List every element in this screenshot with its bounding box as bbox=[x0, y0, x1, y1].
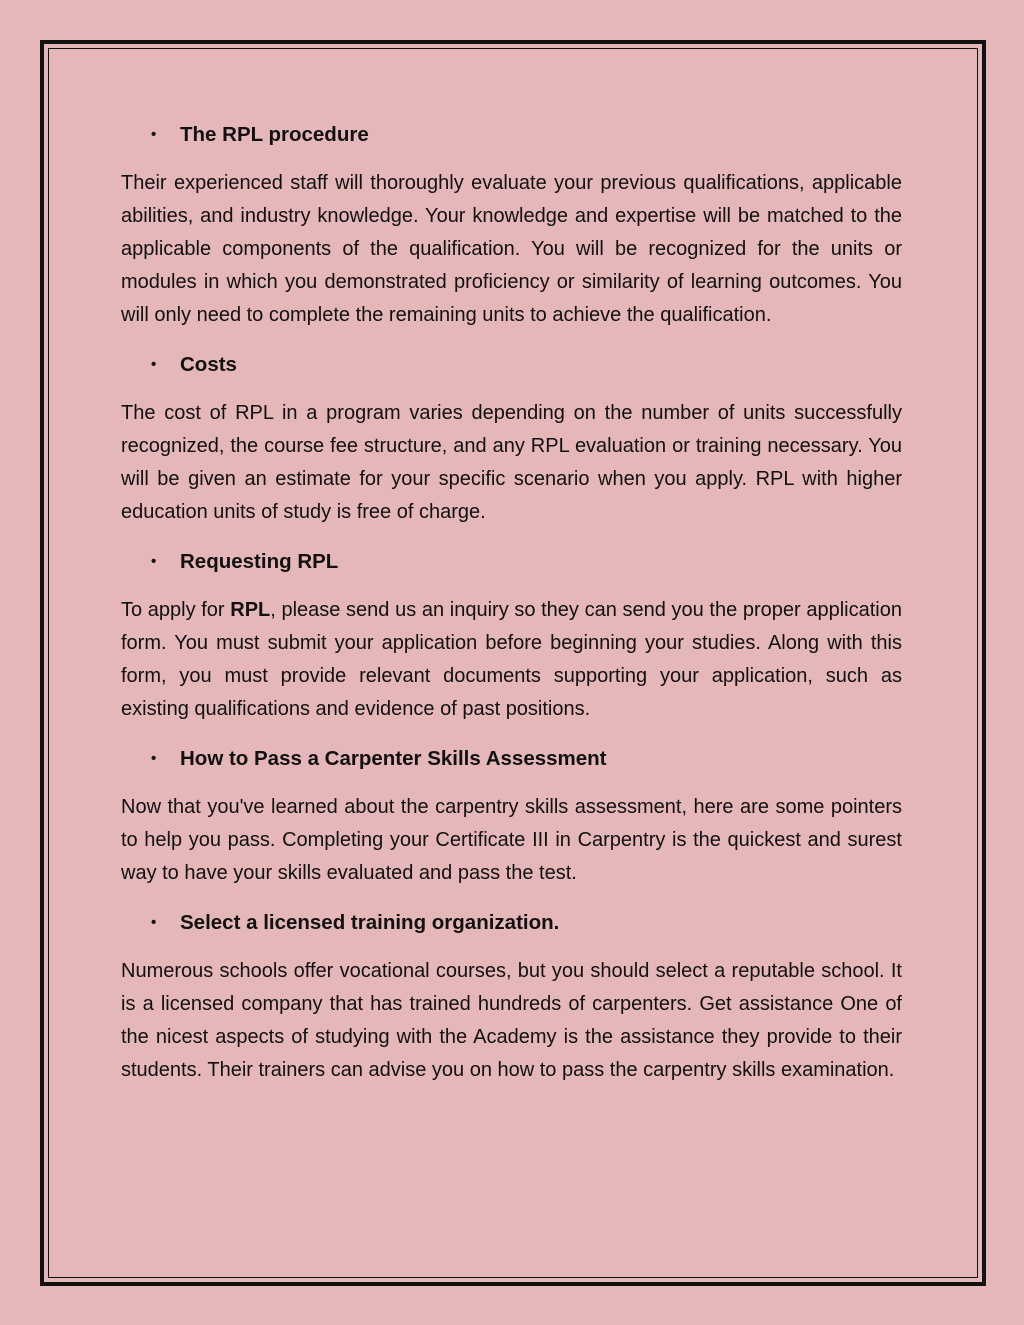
bullet-icon: • bbox=[151, 914, 157, 931]
bullet-icon: • bbox=[151, 553, 157, 570]
paragraph-requesting-rpl bbox=[121, 594, 902, 726]
section-heading-training-organization bbox=[121, 906, 902, 939]
section-heading-costs bbox=[121, 348, 902, 381]
paragraph-training-organization: Numerous schools offer vocational courses, but you should select a reputable school. It is a licensed company that has trained hundreds of carpenters. Get assistance One of the nicest aspects of studying with the Academy is the assistance they provide to their students. Their trainers can advise you on how to pass the carpentry skills examination. bbox=[121, 960, 902, 1081]
heading-text: Select a licensed training organization. bbox=[180, 911, 560, 934]
paragraph-rpl-procedure: Their experienced staff will thoroughly evaluate your previous qualifications, applicable abilities, and industry knowledge. Your knowledge and expertise will be matched to the applicable components of the qualification. You will be recognized for the units or modules in which you demonstrated proficiency or similarity of learning outcomes. You will only need to complete the remaining units to achieve the qualification. bbox=[121, 172, 902, 326]
heading-text: How to Pass a Carpenter Skills Assessment bbox=[180, 747, 607, 770]
bullet-icon: • bbox=[151, 126, 157, 143]
bullet-icon: • bbox=[151, 750, 157, 767]
paragraph-text: To apply for bbox=[121, 599, 231, 621]
heading-text: Costs bbox=[180, 353, 237, 376]
section-heading-carpenter-assessment bbox=[121, 742, 902, 775]
paragraph-text: , please send us an inquiry so they can send you the proper application form. You must submit your application before beginning your studies. Along with this form, you must provide relevant documents supporting your application, such as existing qualifications and evidence of past positions. bbox=[121, 599, 902, 720]
paragraph-costs: The cost of RPL in a program varies depending on the number of units successfully recognized, the course fee structure, and any RPL evaluation or training necessary. You will be given an estimate for your specific scenario when you apply. RPL with higher education units of study is free of charge. bbox=[121, 402, 902, 523]
section-heading-requesting-rpl bbox=[121, 545, 902, 578]
heading-text: Requesting RPL bbox=[180, 550, 339, 573]
heading-text: The RPL procedure bbox=[180, 123, 369, 146]
rpl-link-text: RPL bbox=[230, 599, 271, 621]
document-content bbox=[121, 118, 902, 1103]
section-heading-rpl-procedure bbox=[121, 118, 902, 151]
paragraph-carpenter-assessment: Now that you've learned about the carpentry skills assessment, here are some pointers to help you pass. Completing your Certificate III in Carpentry is the quickest and surest way to have your skills evaluated and pass the test. bbox=[121, 796, 902, 884]
bullet-icon: • bbox=[151, 356, 157, 373]
